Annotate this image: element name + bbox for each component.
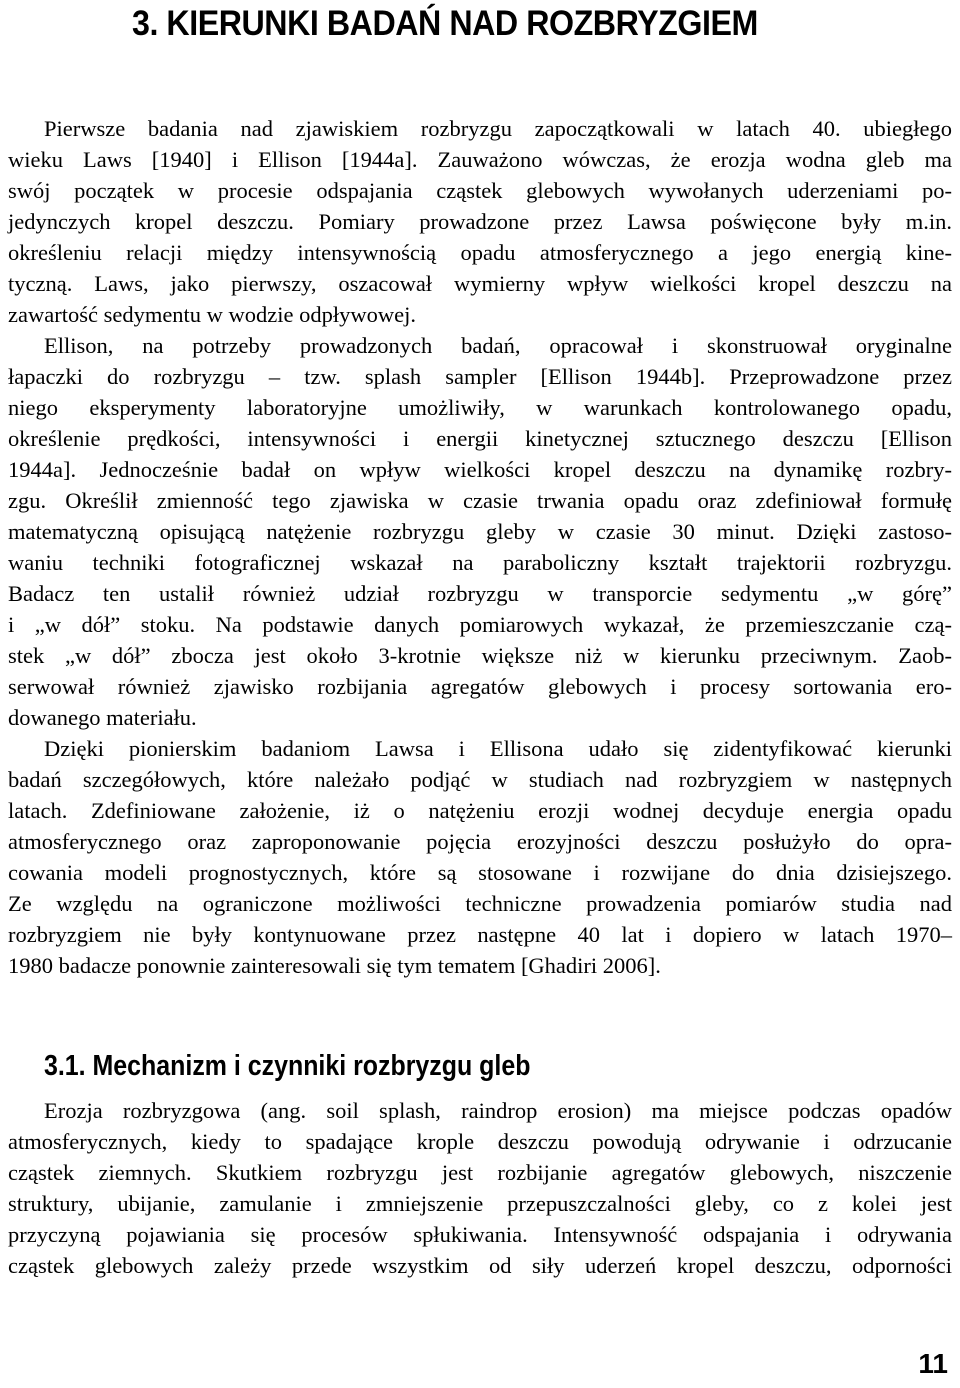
text-line: serwował również zjawisko rozbijania agregatów glebowych i procesy sortowania ero- [8,674,952,699]
text-line: 1980 badacze ponownie zainteresowali się tym tematem [Ghadiri 2006]. [8,953,661,978]
text-line: swój początek w procesie odspajania cząstek glebowych wywołanych uderzeniami po- [8,178,952,203]
text-line: określeniu relacji między intensywnością opadu atmosferycznego a jego energią kine- [8,240,952,265]
text-line: latach. Zdefiniowane założenie, iż o natężeniu erozji wodnej decyduje energia opadu [8,798,952,823]
text-line: cząstek ziemnych. Skutkiem rozbryzgu jest rozbijanie agregatów glebowych, niszczenie [8,1160,952,1185]
text-line: Pierwsze badania nad zjawiskiem rozbryzgu zapoczątkowali w latach 40. ubiegłego [44,116,952,141]
text-line: rozbryzgiem nie były kontynuowane przez następne 40 lat i dopiero w latach 1970– [8,922,952,947]
text-line: stek „w dół” zbocza jest około 3-krotnie większe niż w kierunku przeciwnym. Zaob- [8,643,952,668]
text-line: tyczną. Laws, jako pierwszy, oszacował wymierny wpływ wielkości kropel deszczu na [8,271,952,296]
text-line: matematyczną opisującą natężenie rozbryzgu gleby w czasie 30 minut. Dzięki zastoso- [8,519,952,544]
text-line: atmosferycznego oraz zaproponowanie pojęcia erozyjności deszczu posłużyło do opra- [8,829,952,854]
text-line: waniu techniki fotograficznej wskazał na paraboliczny kształt trajektorii rozbryzgu. [8,550,952,575]
text-line: przyczyną pojawiania się procesów spłukiwania. Intensywność odspajania i odrywania [8,1222,952,1247]
text-line: dowanego materiału. [8,705,197,730]
text-line: Erozja rozbryzgowa (ang. soil splash, raindrop erosion) ma miejsce podczas opadów [44,1098,952,1123]
text-line: wieku Laws [1940] i Ellison [1944a]. Zauważono wówczas, że erozja wodna gleb ma [8,147,952,172]
text-line: Dzięki pionierskim badaniom Lawsa i Ellisona udało się zidentyfikować kierunki [44,736,952,761]
text-line: badań szczegółowych, które należało podjąć w studiach nad rozbryzgiem w następnych [8,767,952,792]
text-line: jedynczych kropel deszczu. Pomiary prowadzone przez Lawsa poświęcone były m.in. [8,209,952,234]
text-line: Ellison, na potrzeby prowadzonych badań, opracował i skonstruował oryginalne [44,333,952,358]
chapter-heading: 3. KIERUNKI BADAŃ NAD ROZBRYZGIEM [132,4,758,43]
text-line: cowania modeli prognostycznych, które są stosowane i rozwijane do dnia dzisiejszego. [8,860,952,885]
text-line: niego eksperymenty laboratoryjne umożliwiły, w warunkach kontrolowanego opadu, [8,395,952,420]
text-line: zgu. Określił zmienność tego zjawiska w czasie trwania opadu oraz zdefiniował formułę [8,488,952,513]
text-line: Ze względu na ograniczone możliwości techniczne prowadzenia pomiarów studia nad [8,891,952,916]
text-line: 1944a]. Jednocześnie badał on wpływ wielkości kropel deszczu na dynamikę rozbry- [8,457,952,482]
text-line: określenie prędkości, intensywności i energii kinetycznej sztucznego deszczu [Ellison [8,426,952,451]
text-line: łapaczki do rozbryzgu – tzw. splash sampler [Ellison 1944b]. Przeprowadzone przez [8,364,952,389]
text-line: zawartość sedymentu w wodzie odpływowej. [8,302,417,327]
page-number: 11 [918,1348,948,1379]
text-line: i „w dół” stoku. Na podstawie danych pomiarowych wykazał, że przemieszczanie czą- [8,612,952,637]
text-line: struktury, ubijanie, zamulanie i zmniejszenie przepuszczalności gleby, co z kolei jest [8,1191,952,1216]
text-line: cząstek glebowych zależy przede wszystkim od siły uderzeń kropel deszczu, odporności [8,1253,952,1278]
text-line: Badacz ten ustalił również udział rozbryzgu w transporcie sedymentu „w górę” [8,581,952,606]
section-heading: 3.1. Mechanizm i czynniki rozbryzgu gleb [44,1050,531,1082]
text-line: atmosferycznych, kiedy to spadające krople deszczu powodują odrywanie i odrzucanie [8,1129,952,1154]
